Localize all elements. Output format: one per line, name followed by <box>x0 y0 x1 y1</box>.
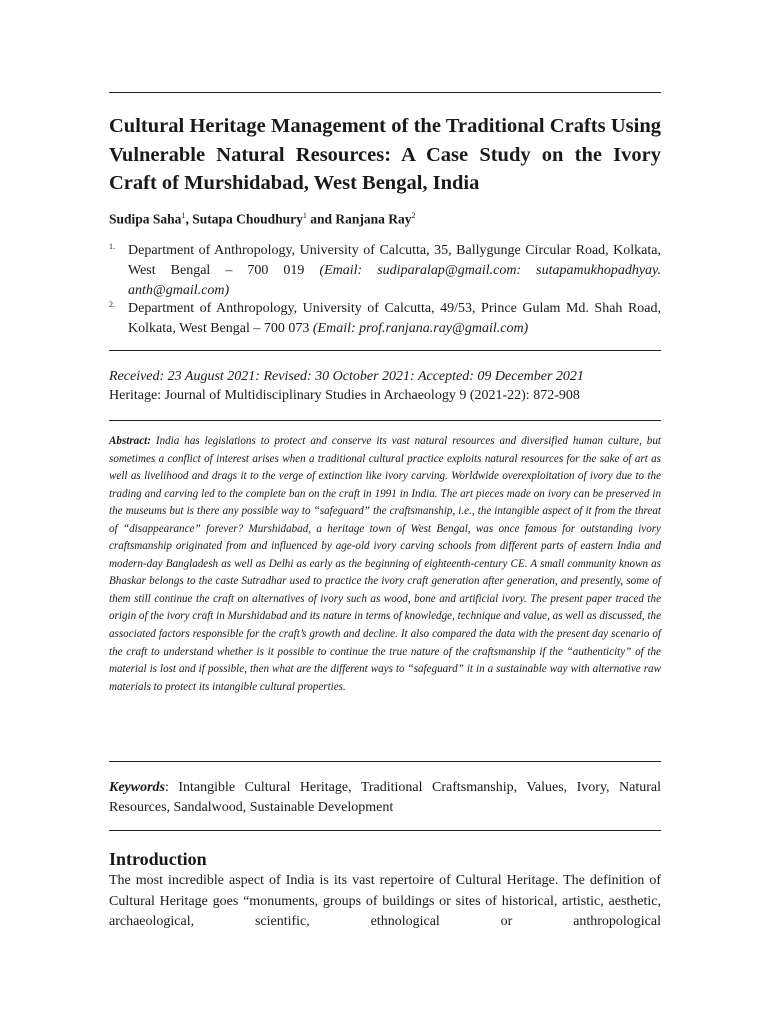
affiliation-number: 1. <box>109 242 115 251</box>
affiliation-text: Department of Anthropology, University of Calcutta, 35, Ballygunge Circular Road, Kolkata, West Bengal – 700 019 <box>128 243 661 278</box>
rule <box>109 350 661 351</box>
author-affiliation-mark: 1 <box>302 211 307 220</box>
affiliation-text: Department of Anthropology, University of Calcutta, 49/53, Prince Gulam Md. Shah Road, Kolkata, West Bengal – 700 073 <box>128 301 661 336</box>
journal-citation: Heritage: Journal of Multidisciplinary Studies in Archaeology 9 (2021-22): 872-908 <box>109 388 580 403</box>
rule <box>109 830 661 831</box>
author-affiliation-mark: 2 <box>411 211 416 220</box>
introduction-text: The most incredible aspect of India is its vast repertoire of Cultural Heritage. The definition of Cultural Heritage goes “monuments, groups of buildings or sites of historical, artistic, aesthetic, archaeological, scientific, ethnological or anthropological <box>109 873 661 929</box>
paper-title: Cultural Heritage Management of the Traditional Crafts Using Vulnerable Natural Resources: A Case Study on the Ivory Craft of Murshidabad, West Bengal, India <box>109 115 661 194</box>
keywords <box>109 778 661 818</box>
rule <box>109 420 661 421</box>
top-rule <box>109 92 661 93</box>
affiliation-number: 2. <box>109 300 115 309</box>
abstract-label: Abstract: <box>109 435 151 447</box>
keywords-text: : Intangible Cultural Heritage, Traditional Craftsmanship, Values, Ivory, Natural Resources, Sandalwood, Sustainable Development <box>109 780 661 815</box>
affiliation <box>109 299 661 339</box>
author-affiliation-mark: 1 <box>181 211 186 220</box>
affiliation <box>109 241 661 301</box>
abstract <box>109 433 661 696</box>
section-heading-introduction: Introduction <box>109 849 207 869</box>
author-separator: and <box>306 211 336 227</box>
affiliation-email: (Email: sudiparalap@gmail.com: sutapamukhopadhyay. anth@gmail.com) <box>128 263 662 298</box>
received-dates: Received: 23 August 2021: Revised: 30 October 2021: Accepted: 09 December 2021 <box>109 369 584 384</box>
author-name: Sudipa Saha <box>109 211 182 227</box>
abstract-text: India has legislations to protect and conserve its vast natural resources and diversified human culture, but sometimes a conflict of interest arises when a traditional cultural practice exploits natural resources for the sake of art as well as livelihood and drags it to the verge of extinction like ivory carving. Worldwide overexploitation of ivory due to the trading and carving led to the complete ban on the craft in 1991 in India. The art pieces made on ivory can be preserved in the museums but is there any possible way to “safeguard” the craftsmanship, i.e., the intangible aspect of it from the threat of “disappearance” forever? Murshidabad, a heritage town of West Bengal, was once famous for outstanding ivory craftsmanship originated from and influenced by age-old ivory carving schools from different parts of eastern India and modern-day Bangladesh as well as Delhi as early as the beginning of eighteenth-century CE. A small community known as Bhaskar belongs to the caste Sutradhar used to practice the ivory craft generation after generation, and presently, some of them still continue the craft on alternatives of ivory such as wood, bone and artificial ivory. The present paper traced the origin of the ivory craft in Murshidabad and its nature in terms of knowledge, technique and value, as well as discussed, the associated factors responsible for the craft’s growth and decline. It also compared the data with the present day scenario of the craft to understand whether is it possible to continue the true nature of the craftsmanship if the “authenticity” of the material is lost and if possible, then what are the different ways to “safeguard” it in a sustainable way with alternative raw materials to protect its intangible cultural properties. <box>109 435 661 693</box>
affiliation-email: (Email: prof.ranjana.ray@gmail.com) <box>312 321 529 336</box>
author-list <box>109 207 416 229</box>
rule <box>109 761 661 762</box>
keywords-label: Keywords <box>109 780 165 795</box>
author-separator: , <box>185 211 193 227</box>
author-name: Ranjana Ray <box>335 211 412 227</box>
author-name: Sutapa Choudhury <box>192 211 303 227</box>
